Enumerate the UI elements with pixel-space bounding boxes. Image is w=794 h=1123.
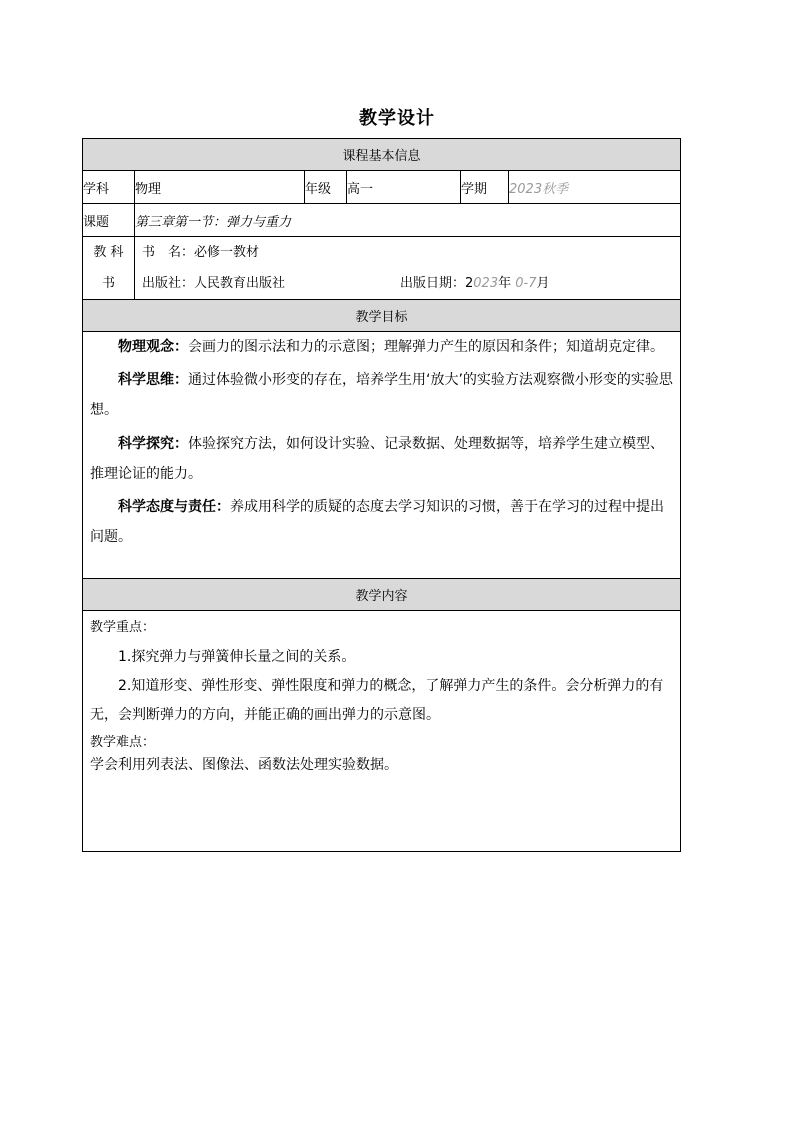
publisher-line — [135, 268, 680, 299]
grade-value: 高一 — [347, 171, 461, 204]
goal-item — [90, 365, 673, 425]
goal-text: 通过体验微小形变的存在，培养学生用‘放大’的实验方法观察微小形变的实验思想。 — [90, 372, 673, 418]
content-header: 教学内容 — [83, 579, 681, 611]
key-points-label: 教学重点： — [90, 620, 156, 635]
textbook-row — [83, 237, 681, 300]
pub-date-prefix: 出版日期：2 — [400, 276, 474, 291]
goal-text: 养成用科学的质疑的态度去学习知识的习惯，善于在学习的过程中提出问题。 — [90, 499, 664, 545]
subject-label: 学科 — [83, 171, 135, 204]
key-point-1: 1.探究弹力与弹簧伸长量之间的关系。 — [118, 649, 356, 665]
goal-item — [90, 429, 673, 489]
basic-info-header: 课程基本信息 — [83, 139, 681, 171]
book-name: 书 名：必修一教材 — [142, 245, 260, 260]
key-point-2: 2.知道形变、弹性形变、弹性限度和弹力的概念，了解弹力产生的条件。会分析弹力的有无，会判断弹力的方向，并能正确的画出弹力的示意图。 — [90, 678, 664, 723]
content-row — [83, 611, 681, 852]
textbook-label-line-2: 书 — [101, 276, 115, 291]
topic-row — [83, 204, 681, 237]
term-label: 学期 — [461, 171, 509, 204]
subject-row — [83, 171, 681, 204]
content-header-row — [83, 579, 681, 611]
goal-item — [90, 332, 673, 362]
pub-date-year-suffix: 年 — [498, 276, 516, 291]
topic-value: 第三章第一节：弹力与重力 — [135, 204, 681, 237]
lesson-plan-table — [82, 138, 681, 852]
goal-label: 科学态度与责任： — [118, 499, 230, 515]
grade-label: 年级 — [305, 171, 347, 204]
pub-date-year-gray: 023 — [473, 276, 499, 291]
textbook-details — [135, 237, 681, 300]
goals-body — [83, 332, 681, 579]
pub-date-month-suffix: 月 — [536, 276, 550, 291]
goal-label: 科学思维： — [118, 372, 188, 388]
basic-info-header-row — [83, 139, 681, 171]
term-value: 2023秋季 — [509, 171, 681, 204]
goal-label: 物理观念： — [118, 339, 188, 355]
topic-label: 课题 — [83, 204, 135, 237]
goal-text: 体验探究方法，如何设计实验、记录数据、处理数据等，培养学生建立模型、推理论证的能力。 — [90, 436, 664, 482]
goal-label: 科学探究： — [118, 436, 188, 452]
textbook-label — [83, 237, 135, 300]
document-title: 教学设计 — [359, 108, 435, 129]
publisher: 出版社：人民教育出版社 — [142, 276, 286, 291]
goal-text: 会画力的图示法和力的示意图；理解弹力产生的原因和条件；知道胡克定律。 — [188, 339, 664, 355]
content-body — [83, 611, 681, 852]
goals-header-row — [83, 300, 681, 332]
difficult-points-label: 教学难点： — [90, 735, 156, 750]
subject-value: 物理 — [135, 171, 305, 204]
textbook-label-line-1: 教 科 — [93, 245, 124, 260]
goals-header: 教学目标 — [83, 300, 681, 332]
difficult-point-1: 学会利用列表法、图像法、函数法处理实验数据。 — [90, 757, 398, 773]
goal-item — [90, 492, 673, 552]
pub-date-month-gray: 0-7 — [515, 276, 537, 291]
goals-row — [83, 332, 681, 579]
